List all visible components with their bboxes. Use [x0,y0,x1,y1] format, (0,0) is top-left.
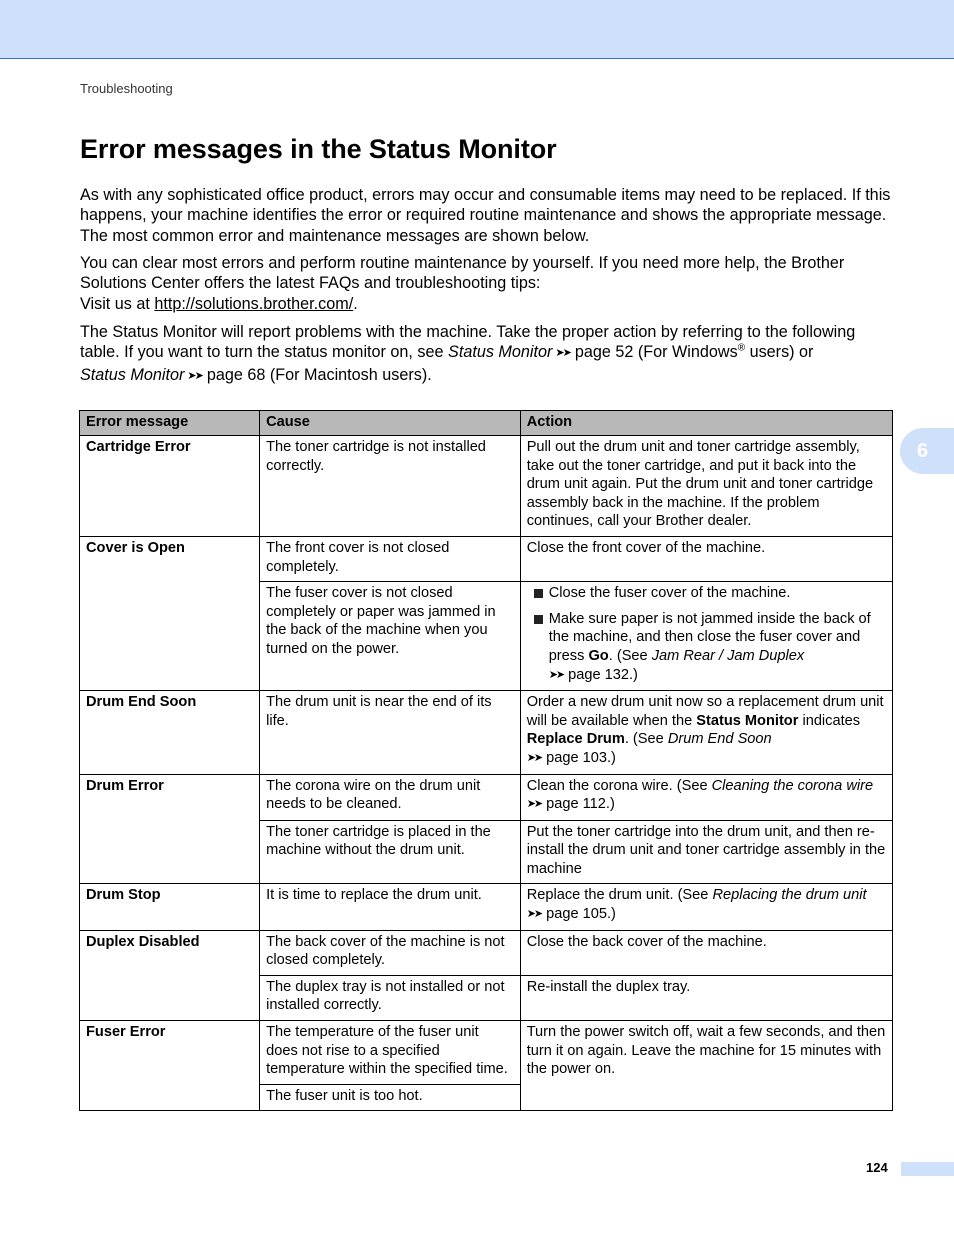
intro-text-3 [80,322,892,387]
footer-band [901,1162,954,1176]
error-message-cell: Drum End Soon [80,691,260,774]
page-title: Error messages in the Status Monitor [80,134,557,164]
action-cell: Close the back cover of the machine. [520,930,892,975]
intro-text-2a: You can clear most errors and perform routine maintenance by yourself. If you need more help, the Brother Solutions Center offers the latest FAQs and troubleshooting tips: [80,254,845,293]
status-monitor-label: Status Monitor [696,712,799,729]
cause-cell: The toner cartridge is placed in the machine without the drum unit. [260,820,521,884]
solutions-center-link[interactable]: http://solutions.brother.com/ [154,294,354,313]
registered-mark: ® [737,342,746,354]
action-cell [520,691,892,774]
double-arrow-icon: ➤➤ [526,908,542,921]
cause-cell: The toner cartridge is not installed correctly. [260,436,521,537]
double-arrow-icon: ➤➤ [548,668,564,681]
table-row [80,436,893,537]
intro-text-3b: page 52 (For Windows [574,343,738,362]
cause-cell: The front cover is not closed completely. [260,536,521,581]
action-cell: Close the front cover of the machine. [520,536,892,581]
double-arrow-icon: ➤➤ [555,347,570,360]
intro-text-1: As with any sophisticated office product, errors may occur and consumable items may need to be replaced. If this happens, your machine identifies the error or required routine maintenance and shows the appropriate message. The most common error and maintenance messages are shown below. [80,186,891,245]
list-item [527,610,886,685]
running-head: Troubleshooting [80,81,173,96]
status-monitor-ref-windows[interactable]: Status Monitor [448,343,553,362]
cause-cell: The back cover of the machine is not closed completely. [260,930,521,975]
error-message-cell: Cartridge Error [80,436,260,537]
bullet-text: page 132.) [568,666,638,683]
table-row [80,774,893,820]
column-header-cause: Cause [260,411,521,436]
cause-cell: The drum unit is near the end of its life. [260,691,521,774]
intro-paragraph-2 [80,253,892,314]
replacing-drum-ref[interactable]: Replacing the drum unit [712,887,867,904]
cause-cell: The corona wire on the drum unit needs to be cleaned. [260,774,521,820]
intro-text-2b: Visit us at [80,294,155,313]
cause-cell: The fuser cover is not closed completely or paper was jammed in the back of the machine when you turned on the power. [260,582,521,691]
chapter-tab: 6 [900,428,954,474]
action-cell [520,884,892,930]
double-arrow-icon: ➤➤ [187,369,202,382]
intro-text-2c: . [353,294,358,313]
action-text: Clean the corona wire. (See [526,777,712,794]
table-row [80,1021,893,1085]
cause-cell: It is time to replace the drum unit. [260,884,521,930]
cleaning-corona-wire-ref[interactable]: Cleaning the corona wire [711,777,874,794]
bullet-text: Make sure paper is not jammed inside the back of the machine, and then close the fuser cover and press [548,610,871,664]
column-header-action: Action [520,411,892,436]
status-monitor-ref-mac[interactable]: Status Monitor [80,365,185,384]
action-text: page 105.) [546,906,616,923]
error-message-cell: Drum Stop [80,884,260,930]
action-cell [520,774,892,820]
error-message-table [79,410,893,1111]
double-arrow-icon: ➤➤ [526,798,542,811]
action-cell [520,582,892,691]
list-item: Close the fuser cover of the machine. [527,584,886,603]
action-text: page 112.) [546,796,615,813]
error-message-cell: Fuser Error [80,1021,260,1111]
action-cell: Pull out the drum unit and toner cartridge assembly, take out the toner cartridge, and put it back into the drum unit again. Put the drum unit and toner cartridge assembly back in the machine. If the problem continues, call your Brother dealer. [520,436,892,537]
action-text: indicates [798,712,861,729]
action-cell: Turn the power switch off, wait a few seconds, and then turn it on again. Leave the machine for 15 minutes with the power on. [520,1021,892,1111]
error-message-cell: Cover is Open [80,536,260,690]
header-band [0,0,954,59]
table-row [80,536,893,581]
action-text: Replace the drum unit. (See [526,887,713,904]
action-text: page 103.) [546,749,616,766]
intro-paragraph-3 [80,322,892,387]
table-row [80,691,893,774]
intro-text-3c: users) or [745,343,814,362]
page-number: 124 [866,1160,888,1175]
error-message-cell: Duplex Disabled [80,930,260,1020]
action-bullet-list [527,584,886,685]
intro-text-3a: The Status Monitor will report problems with the machine. Take the proper action by referring to the following table. If you want to turn the status monitor on, see [80,323,856,362]
bullet-text: . (See [608,647,652,664]
error-message-cell: Drum Error [80,774,260,884]
intro-paragraph-1 [80,185,892,246]
action-text: . (See [624,731,668,748]
cause-cell: The temperature of the fuser unit does not rise to a specified temperature within the specified time. [260,1021,521,1085]
drum-end-soon-ref[interactable]: Drum End Soon [667,731,772,748]
cause-cell: The duplex tray is not installed or not installed correctly. [260,975,521,1020]
table-row [80,930,893,975]
table-header-row [80,411,893,436]
replace-drum-label: Replace Drum [526,731,625,748]
action-text: Order a new drum unit now so a replacement drum unit will be available when the [526,694,884,729]
intro-text-3d: page 68 (For Macintosh users). [206,365,432,384]
go-key-label: Go [588,647,609,664]
action-cell: Put the toner cartridge into the drum unit, and then re-install the drum unit and toner cartridge assembly in the machine [520,820,892,884]
double-arrow-icon: ➤➤ [526,751,542,764]
column-header-error-message: Error message [80,411,260,436]
intro-text-2 [80,253,892,314]
table-row [80,884,893,930]
jam-rear-ref[interactable]: Jam Rear / Jam Duplex [651,647,805,664]
action-cell: Re-install the duplex tray. [520,975,892,1020]
cause-cell: The fuser unit is too hot. [260,1084,521,1111]
